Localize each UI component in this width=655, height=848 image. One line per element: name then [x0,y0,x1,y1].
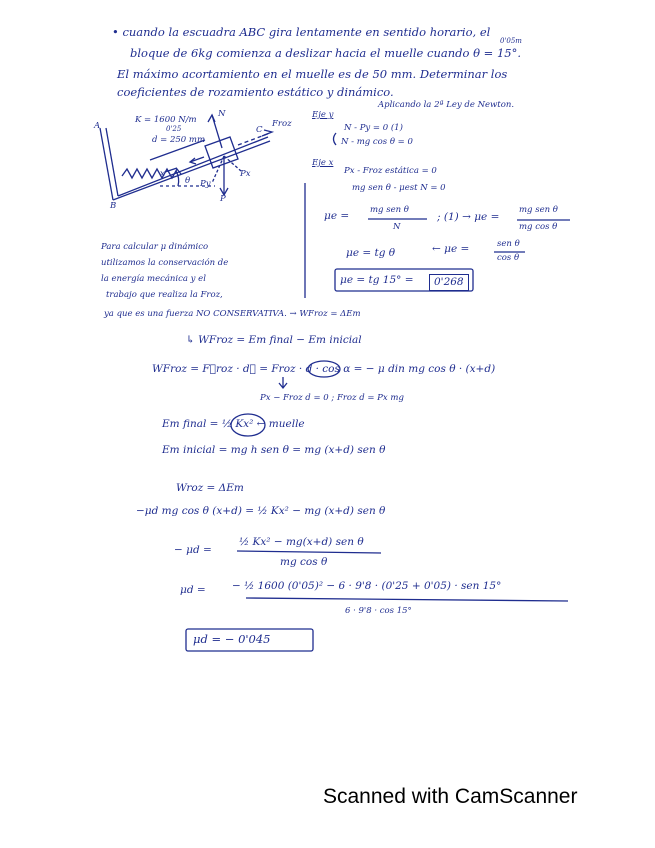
dynamic-w2: WFroz = F⃗roz · d⃗ = Froz · d · cos α = − μ din mg cos θ · (x+d) [152,363,496,375]
dynamic-p4: trabajo que realiza la Froz, [106,290,223,300]
diagram-label-x: x [160,169,165,179]
newton-header: Aplicando la 2ª Ley de Newton. [378,100,515,110]
dynamic-eq-b-lhs: − μd = [174,544,212,556]
dynamic-p1: Para calcular μ dinámico [101,242,209,252]
dynamic-w1: ↳ WFroz = Em final − Em inicial [186,334,362,346]
mu-e-lhs: μe = [324,210,350,222]
diagram-label-n: N [218,109,226,119]
problem-line-2: bloque de 6kg comienza a deslizar hacia el muelle cuando θ = 15°. [130,46,521,60]
mu-e-result: μe = tg 15° = [340,274,414,286]
problem-line-1: • cuando la escuadra ABC gira lentamente en sentido horario, el [112,25,491,39]
newton-eq-3: Px - Froz estática = 0 [344,166,437,176]
newton-eq-4: mg sen θ - μest N = 0 [352,183,446,193]
dynamic-em-final: Em final = ½ Kx² ← muelle [162,418,305,430]
mu-e-arrow: ← μe = [432,243,470,255]
dynamic-p3: la energía mecánica y el [101,274,206,284]
newton-eq-1: N - Py = 0 (1) [344,123,403,133]
mu-e-tg: μe = tg θ [346,247,396,259]
mu-e-value: 0'268 [429,274,469,291]
dynamic-eq-c-den: 6 · 9'8 · cos 15° [345,606,412,616]
problem-line-3: El máximo acortamiento en el muelle es de 50 mm. Determinar los [117,67,508,81]
diagram-dist-d: d = 250 mm [152,135,206,145]
mu-e-ref: ; (1) → μe = [437,211,500,223]
newton-eje-x: Eje x [312,158,334,168]
mu-e-frac-den: N [393,222,401,232]
dynamic-eq-a: −μd mg cos θ (x+d) = ½ Kx² − mg (x+d) sen θ [136,505,386,517]
problem-line-2-note: 0'05m [500,37,522,45]
diagram-label-c: C [256,125,263,135]
diagram-label-py: Py [200,179,211,189]
diagram-label-px: Px [240,169,251,179]
diagram-spring-k: K = 1600 N/m [135,115,197,125]
dynamic-eq-b-den: mg cos θ [280,556,328,568]
dynamic-wroz: Wroz = ΔEm [176,482,244,494]
newton-eq-2: N - mg cos θ = 0 [341,137,413,147]
dynamic-eq-b-num: ½ Kx² − mg(x+d) sen θ [239,536,364,548]
diagram-label-a: A [94,121,101,131]
mu-e-arrow-den: cos θ [497,253,520,263]
dynamic-p2: utilizamos la conservación de [101,258,229,268]
dynamic-eq-c-num: − ½ 1600 (0'05)² − 6 · 9'8 · (0'25 + 0'05) · sen 15° [232,580,502,592]
camscanner-footer: Scanned with CamScanner [323,785,578,808]
dynamic-p5: ya que es una fuerza NO CONSERVATIVA. → WFroz = ΔEm [104,309,361,319]
diagram-label-theta: θ [185,176,191,186]
newton-eje-y: Eje y [312,110,334,120]
diagram-label-p: P [220,194,226,204]
problem-line-4: coeficientes de rozamiento estático y dinámico. [117,85,394,99]
diagram-label-froz: Froz [272,119,292,129]
mu-e-arrow-num: sen θ [497,239,520,249]
mu-e-ref-num: mg sen θ [519,205,558,215]
diagram-label-b: B [110,201,117,211]
diagram-dist-note: 0'25 [166,125,182,133]
dynamic-em-inicial: Em inicial = mg h sen θ = mg (x+d) sen θ [162,444,386,456]
mu-e-ref-den: mg cos θ [519,222,558,232]
dynamic-eq-c-lhs: μd = [180,584,206,596]
dynamic-w3: Px − Froz d = 0 ; Froz d = Px mg [260,393,404,403]
mu-d-result: μd = − 0'045 [193,632,271,646]
mu-e-frac-num: mg sen θ [370,205,409,215]
